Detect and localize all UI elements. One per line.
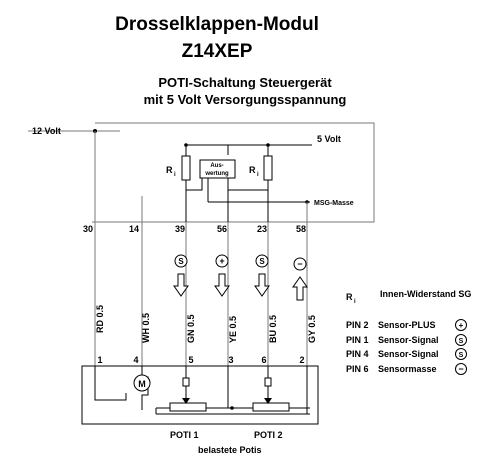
legend-row-4-pin: PIN 6 [346, 364, 369, 374]
signal-gn-symbol: S [178, 257, 184, 266]
poti-1-label: POTI 1 [170, 430, 199, 440]
poti-caption: belastete Potis [198, 445, 262, 455]
signal-ye [215, 255, 229, 296]
supply-12v-label: 12 Volt [32, 126, 61, 136]
poti-2-label: POTI 2 [254, 430, 283, 440]
ecu-pin-39: 39 [174, 224, 186, 234]
ecu-pin-14: 14 [128, 224, 140, 234]
module-pin-4: 4 [133, 355, 139, 365]
poti-rail-junction [230, 406, 234, 410]
ecu-ground-label: MSG-Masse [314, 200, 354, 207]
legend-row-4-desc: Sensormasse [378, 364, 437, 374]
poti-2-resistor [253, 403, 289, 411]
resistor-ri-2 [264, 156, 272, 180]
ecu-pin-30: 30 [82, 224, 94, 234]
arrow-up-gy-icon [293, 277, 307, 300]
resistor-ri-2-sub: i [257, 172, 259, 178]
legend-row-3 [346, 349, 467, 360]
wire-label-gy: GY 0.5 [307, 315, 317, 343]
wire-label-bu: BU 0.5 [268, 314, 278, 343]
legend-row-4-symbol: − [458, 364, 464, 374]
legend-row-2 [346, 335, 467, 346]
legend-ri-text: Innen-Widerstand SG [380, 289, 472, 299]
signal-gy-symbol: − [297, 259, 303, 269]
arrow-down-bu-icon [255, 274, 269, 296]
motor-label: M [138, 379, 146, 389]
legend-ri-symbol: R [346, 292, 353, 302]
resistor-ri-1 [182, 156, 190, 180]
legend-row-3-pin: PIN 4 [346, 349, 369, 359]
legend-row-2-symbol: S [458, 338, 464, 345]
subtitle-line2: mit 5 Volt Versorgungsspannung [143, 92, 347, 107]
signal-ye-symbol: + [219, 256, 225, 266]
module-pin-3: 3 [228, 355, 234, 365]
poti-2-wiper [265, 378, 271, 386]
throttle-module-box [82, 366, 318, 424]
module-pin-5: 5 [188, 355, 194, 365]
evaluation-label-2: wertung [205, 171, 229, 177]
resistor-ri-1-label: R [166, 165, 173, 175]
legend-row-1-desc: Sensor-PLUS [378, 320, 436, 330]
evaluation-label-1: Aus- [210, 163, 224, 169]
legend-row-3-desc: Sensor-Signal [378, 349, 439, 359]
signal-gy [293, 258, 307, 300]
poti-1-resistor [170, 403, 206, 411]
ecu-pin-23: 23 [256, 224, 268, 234]
legend-ri-sub: i [354, 299, 356, 305]
resistor-ri-2-label: R [249, 165, 256, 175]
legend-row-3-symbol: S [458, 352, 464, 359]
wire-label-gn: GN 0.5 [186, 314, 196, 343]
wire-label-ye: YE 0.5 [228, 315, 238, 343]
arrow-down-ye-icon [215, 274, 229, 296]
module-pin-2: 2 [299, 355, 305, 365]
legend-row-1-pin: PIN 2 [346, 320, 369, 330]
resistor-ri-1-sub: i [174, 172, 176, 178]
motor-wire-left [95, 366, 126, 400]
poti-1-wiper [183, 378, 189, 386]
module-pin-1: 1 [97, 355, 103, 365]
legend-row-2-desc: Sensor-Signal [378, 335, 439, 345]
legend-row-4 [346, 364, 467, 375]
ecu-pin-58: 58 [295, 224, 307, 234]
signal-bu [255, 255, 269, 296]
legend-row-1 [346, 320, 467, 331]
title-line2: Z14XEP [181, 41, 253, 62]
title-line1: Drosselklappen-Modul [115, 14, 319, 35]
subtitle-line1: POTI-Schaltung Steuergerät [158, 75, 332, 90]
wire-label-wh: WH 0.5 [141, 312, 151, 343]
legend-row-2-pin: PIN 1 [346, 335, 369, 345]
supply-5v-label: 5 Volt [317, 134, 341, 144]
signal-bu-symbol: S [259, 257, 265, 266]
legend-row-1-symbol: + [458, 321, 464, 330]
signal-route-right [228, 178, 268, 190]
module-pin-6: 6 [261, 355, 267, 365]
wire-label-rd: RD 0.5 [95, 304, 105, 333]
ecu-pin-56: 56 [216, 224, 228, 234]
